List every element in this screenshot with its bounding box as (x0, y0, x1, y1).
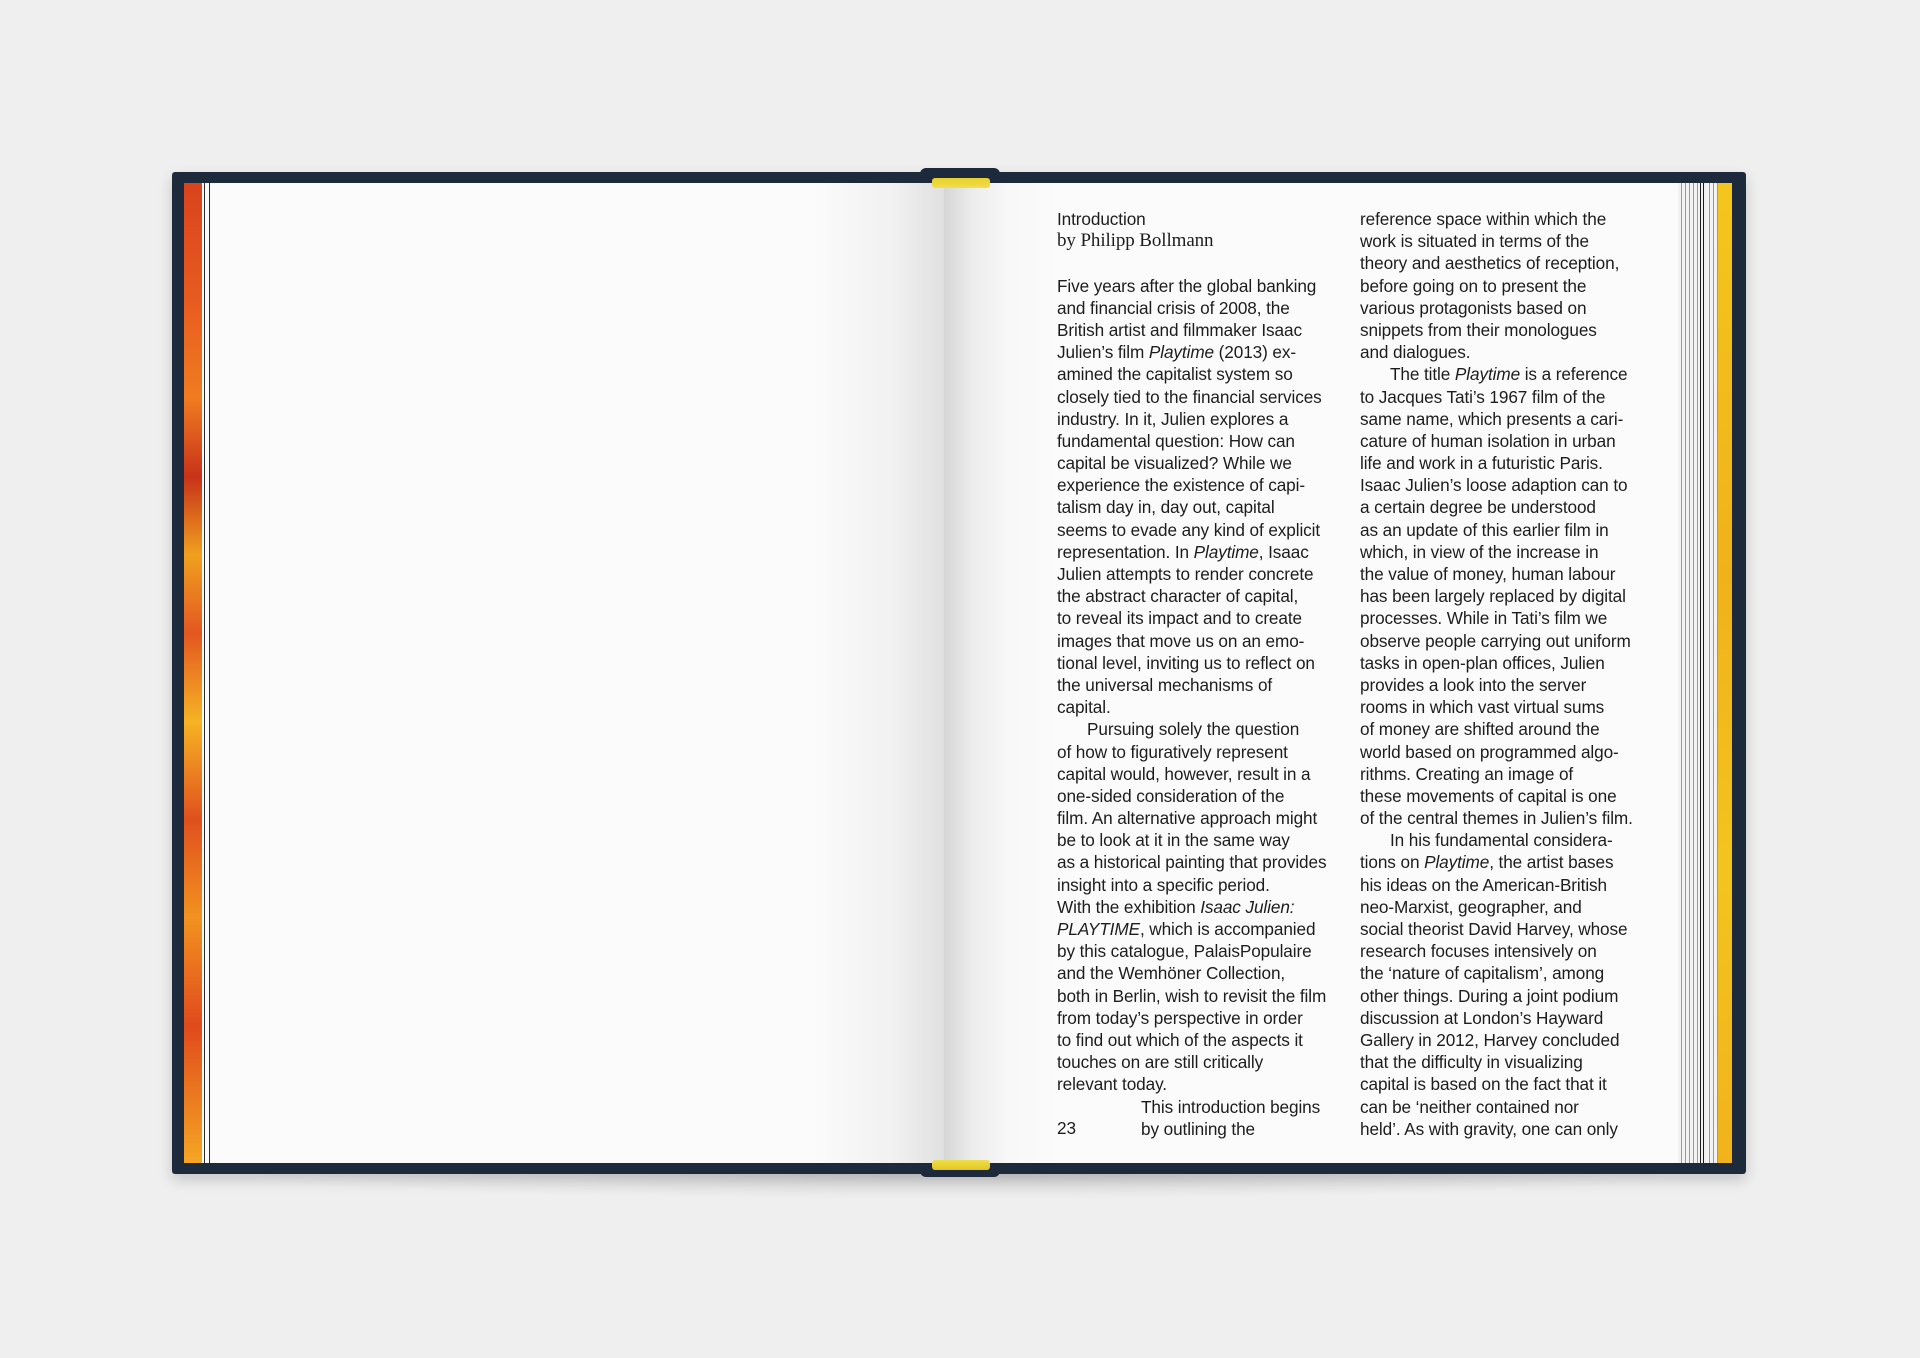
text-line: Julien attempts to render concrete (1057, 564, 1314, 584)
text-line: of the central themes in Julien’s film. (1360, 808, 1633, 829)
text-line: the abstract character of capital, (1057, 586, 1299, 607)
left-page-edge-lines (202, 183, 212, 1163)
text-line: which, in view of the increase in (1360, 541, 1599, 562)
text-line: cature of human isolation in urban (1360, 430, 1616, 451)
text-line: his ideas on the American-British (1360, 874, 1607, 895)
text-line: of money are shifted around the (1360, 719, 1600, 740)
text-line: held’. As with gravity, one can only (1360, 1118, 1618, 1139)
column-1-lines (1057, 275, 1349, 1140)
text-line: by this catalogue, PalaisPopulaire (1057, 941, 1312, 962)
text-line: provides a look into the server (1360, 674, 1587, 695)
text-line: British artist and filmmaker Isaac (1057, 319, 1302, 340)
text-line: Isaac Julien’s loose adaption can to (1360, 475, 1628, 496)
text-line: representation. In Playtime, Isaac (1057, 541, 1309, 562)
text-line: reference space within which the (1360, 209, 1607, 229)
text-line: closely tied to the financial services (1057, 386, 1322, 407)
text-line: these movements of capital is one (1360, 785, 1617, 806)
text-line: of how to figuratively represent (1057, 741, 1288, 762)
text-line: snippets from their monologues (1360, 319, 1597, 340)
text-line: world based on programmed algo- (1360, 741, 1619, 762)
text-line: both in Berlin, wish to revisit the film (1057, 985, 1327, 1006)
text-line: same name, which presents a cari- (1360, 408, 1624, 429)
text-line: tions on Playtime, the artist bases (1360, 852, 1614, 873)
text-line: This introduction begins (1141, 1096, 1321, 1117)
text-line: Pursuing solely the question (1087, 719, 1300, 740)
text-line: capital would, however, result in a (1057, 763, 1311, 784)
text-line: insight into a specific period. (1057, 874, 1270, 895)
text-line: capital be visualized? While we (1057, 453, 1292, 474)
text-line: before going on to present the (1360, 275, 1587, 296)
right-page-edge-lines (1678, 183, 1718, 1163)
text-line: to reveal its impact and to create (1057, 608, 1302, 629)
text-line: social theorist David Harvey, whose (1360, 919, 1628, 939)
text-line: images that move us on an emo- (1057, 630, 1305, 651)
text-line: be to look at it in the same way (1057, 830, 1290, 851)
text-line: the value of money, human labour (1360, 564, 1616, 584)
text-line: capital. (1057, 697, 1111, 718)
headband-top (932, 178, 990, 188)
text-line: to Jacques Tati’s 1967 film of the (1360, 386, 1606, 407)
author-byline: by Philipp Bollmann (1057, 230, 1214, 252)
text-line: film. An alternative approach might (1057, 808, 1318, 829)
text-line: and the Wemhöner Collection, (1057, 963, 1286, 984)
text-line: the universal mechanisms of (1057, 674, 1273, 695)
text-line: a certain degree be understood (1360, 497, 1596, 518)
text-line: tasks in open-plan offices, Julien (1360, 652, 1605, 673)
heading-gap (1057, 252, 1349, 274)
text-line: Gallery in 2012, Harvey concluded (1360, 1029, 1620, 1050)
headband-bottom (932, 1160, 990, 1170)
section-title: Introduction (1057, 209, 1146, 229)
text-line: from today’s perspective in order (1057, 1007, 1303, 1028)
text-line: PLAYTIME, which is accompanied (1057, 919, 1316, 939)
right-page-edge-dark-lines (1700, 183, 1706, 1163)
text-line: With the exhibition Isaac Julien: (1057, 896, 1295, 917)
left-page-edge-color (184, 183, 202, 1163)
left-page-blank (212, 183, 944, 1163)
text-line: can be ‘neither contained nor (1360, 1096, 1579, 1117)
text-line: talism day in, day out, capital (1057, 497, 1275, 518)
text-line: life and work in a futuristic Paris. (1360, 453, 1603, 474)
text-line: theory and aesthetics of reception, (1360, 253, 1620, 274)
text-line: The title Playtime is a reference (1390, 364, 1628, 385)
text-line: discussion at London’s Hayward (1360, 1007, 1604, 1028)
text-line: neo-Marxist, geographer, and (1360, 896, 1582, 917)
text-line: experience the existence of capi- (1057, 475, 1305, 496)
text-line: other things. During a joint podium (1360, 985, 1619, 1006)
text-line: observe people carrying out uniform (1360, 630, 1631, 651)
text-line: research focuses intensively on (1360, 941, 1597, 962)
text-line: Five years after the global banking (1057, 275, 1317, 296)
text-line: and dialogues. (1360, 342, 1471, 363)
text-line: work is situated in terms of the (1360, 231, 1589, 252)
text-column-2 (1360, 208, 1660, 1140)
text-line: capital is based on the fact that it (1360, 1074, 1607, 1095)
page-number: 23 (1057, 1118, 1077, 1138)
text-line: various protagonists based on (1360, 297, 1587, 318)
text-line: and financial crisis of 2008, the (1057, 297, 1290, 318)
text-line: industry. In it, Julien explores a (1057, 408, 1289, 429)
text-line: seems to evade any kind of explicit (1057, 519, 1321, 540)
text-line: processes. While in Tati’s film we (1360, 608, 1608, 629)
text-line: has been largely replaced by digital (1360, 586, 1626, 607)
text-line: rithms. Creating an image of (1360, 763, 1574, 784)
text-line: the ‘nature of capitalism’, among (1360, 963, 1605, 984)
text-line: In his fundamental considera- (1390, 830, 1613, 851)
text-line: touches on are still critically (1057, 1052, 1264, 1073)
text-line: to find out which of the aspects it (1057, 1029, 1303, 1050)
text-line: rooms in which vast virtual sums (1360, 697, 1605, 718)
text-line: amined the capitalist system so (1057, 364, 1293, 385)
right-page-edge-color (1718, 183, 1732, 1163)
text-line: Julien’s film Playtime (2013) ex- (1057, 342, 1297, 363)
text-line: as an update of this earlier film in (1360, 519, 1609, 540)
text-line: that the difficulty in visualizing (1360, 1052, 1583, 1073)
text-line: one-sided consideration of the (1057, 785, 1285, 806)
text-line: by outlining the (1141, 1118, 1256, 1139)
text-line: fundamental question: How can (1057, 430, 1295, 451)
text-line: as a historical painting that provides (1057, 852, 1327, 873)
text-column-1 (1057, 208, 1349, 1140)
column-2-lines (1360, 208, 1660, 1140)
text-line: relevant today. (1057, 1074, 1167, 1095)
text-line: tional level, inviting us to reflect on (1057, 652, 1315, 673)
